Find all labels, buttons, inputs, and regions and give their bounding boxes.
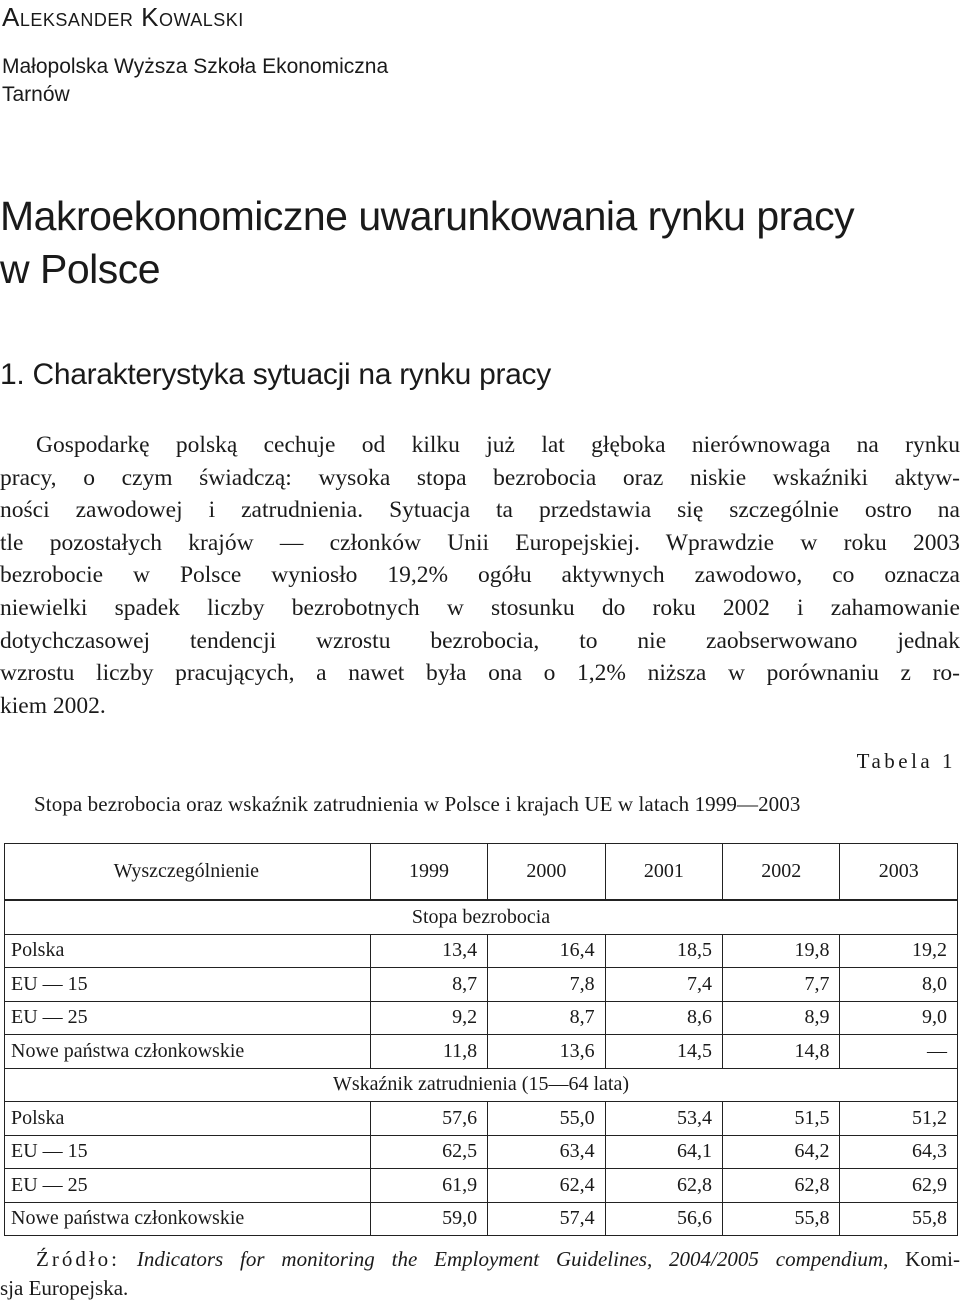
- table-caption: Stopa bezrobocia oraz wskaźnik zatrudnienia w Polsce i krajach UE w latach 1999—2003: [34, 792, 801, 816]
- paragraph-line: wzrostu liczby pracujących, a nawet była ona o 1,2% niższa w porównaniu z ro-: [0, 660, 960, 687]
- table-row: [5, 1102, 958, 1136]
- value-cell: 61,9: [370, 1169, 487, 1203]
- table-row: [5, 968, 958, 1002]
- table-header-row: [5, 844, 958, 901]
- value-cell: 14,5: [605, 1035, 722, 1069]
- value-cell: —: [840, 1035, 958, 1069]
- value-cell: 62,9: [840, 1169, 958, 1203]
- header-cell: 1999: [370, 844, 487, 901]
- source-title: Indicators for monitoring the Employment Guidelines, 2004/2005 compendium: [136, 1247, 884, 1271]
- value-cell: 51,5: [723, 1102, 840, 1136]
- paragraph-line: tle pozostałych krajów — członków Unii Europejskiej. Wprawdzie w roku 2003: [0, 529, 960, 556]
- value-cell: 9,0: [840, 1001, 958, 1035]
- value-cell: 8,9: [723, 1001, 840, 1035]
- value-cell: 51,2: [840, 1102, 958, 1136]
- value-cell: 16,4: [488, 934, 605, 968]
- value-cell: 11,8: [370, 1035, 487, 1069]
- value-cell: 62,5: [370, 1135, 487, 1169]
- value-cell: 8,0: [840, 968, 958, 1002]
- body-paragraph: [0, 429, 960, 722]
- header-cell: 2001: [605, 844, 722, 901]
- table-row: [5, 1035, 958, 1069]
- value-cell: 7,7: [723, 968, 840, 1002]
- table-source-note: [0, 1245, 960, 1303]
- row-label: EU — 15: [5, 1135, 371, 1169]
- value-cell: 62,8: [605, 1169, 722, 1203]
- value-cell: 13,4: [370, 934, 487, 968]
- row-label: Nowe państwa członkowskie: [5, 1035, 371, 1069]
- value-cell: 8,7: [370, 968, 487, 1002]
- paragraph-line: pracy, o czym świadczą: wysoka stopa bezrobocia oraz niskie wskaźniki aktyw-: [0, 464, 960, 491]
- value-cell: 14,8: [723, 1035, 840, 1069]
- title-line: w Polsce: [0, 246, 161, 292]
- source-line: sja Europejska.: [0, 1276, 129, 1300]
- value-cell: 62,8: [723, 1169, 840, 1203]
- table-row: [5, 1169, 958, 1203]
- value-cell: 64,3: [840, 1135, 958, 1169]
- header-cell: 2003: [840, 844, 958, 901]
- header-cell: 2000: [488, 844, 605, 901]
- value-cell: 8,7: [488, 1001, 605, 1035]
- affiliation-institution: Małopolska Wyższa Szkoła Ekonomiczna: [2, 55, 389, 78]
- paragraph-line: kiem 2002.: [0, 692, 106, 719]
- row-label: EU — 15: [5, 968, 371, 1002]
- value-cell: 55,8: [723, 1202, 840, 1236]
- value-cell: 55,0: [488, 1102, 605, 1136]
- table-number: Tabela 1: [856, 749, 956, 773]
- row-label: Polska: [5, 1102, 371, 1136]
- table-section-row: [5, 1068, 958, 1102]
- title-line: Makroekonomiczne uwarunkowania rynku pracy: [0, 193, 855, 239]
- value-cell: 19,2: [840, 934, 958, 968]
- affiliation-city: Tarnów: [2, 83, 70, 106]
- value-cell: 13,6: [488, 1035, 605, 1069]
- value-cell: 7,4: [605, 968, 722, 1002]
- paragraph-line: dotychczasowej tendencji wzrostu bezrobocia, to nie zaobserwowano jednak: [0, 627, 960, 654]
- section-heading: 1. Charakterystyka sytuacji na rynku pracy: [0, 358, 551, 391]
- value-cell: 18,5: [605, 934, 722, 968]
- row-label: EU — 25: [5, 1169, 371, 1203]
- row-label: Polska: [5, 934, 371, 968]
- value-cell: 55,8: [840, 1202, 958, 1236]
- source-tail: , Komi-: [883, 1247, 960, 1271]
- article-title: [0, 190, 960, 296]
- value-cell: 64,1: [605, 1135, 722, 1169]
- value-cell: 8,6: [605, 1001, 722, 1035]
- value-cell: 59,0: [370, 1202, 487, 1236]
- header-cell: Wyszczególnienie: [5, 844, 371, 901]
- table-row: [5, 1202, 958, 1236]
- author-name: Aleksander Kowalski: [2, 2, 244, 32]
- value-cell: 19,8: [723, 934, 840, 968]
- table-row: [5, 1135, 958, 1169]
- value-cell: 62,4: [488, 1169, 605, 1203]
- paragraph-line: ności zawodowej i zatrudnienia. Sytuacja ta przedstawia się szczególnie ostro na: [0, 497, 960, 524]
- value-cell: 9,2: [370, 1001, 487, 1035]
- section-title-cell: Wskaźnik zatrudnienia (15—64 lata): [5, 1068, 958, 1102]
- data-table: [4, 843, 958, 1236]
- value-cell: 53,4: [605, 1102, 722, 1136]
- table-row: [5, 1001, 958, 1035]
- value-cell: 56,6: [605, 1202, 722, 1236]
- value-cell: 64,2: [723, 1135, 840, 1169]
- value-cell: 57,4: [488, 1202, 605, 1236]
- source-lead: Źródło:: [36, 1247, 120, 1271]
- row-label: EU — 25: [5, 1001, 371, 1035]
- header-cell: 2002: [723, 844, 840, 901]
- value-cell: 57,6: [370, 1102, 487, 1136]
- section-title-cell: Stopa bezrobocia: [5, 900, 958, 934]
- value-cell: 63,4: [488, 1135, 605, 1169]
- source-line: [0, 1245, 960, 1274]
- paragraph-line: bezrobocie w Polsce wyniosło 19,2% ogółu aktywnych zawodowo, co oznacza: [0, 562, 960, 589]
- value-cell: 7,8: [488, 968, 605, 1002]
- table-row: [5, 934, 958, 968]
- row-label: Nowe państwa członkowskie: [5, 1202, 371, 1236]
- paragraph-line: Gospodarkę polską cechuje od kilku już lat głęboka nierównowaga na rynku: [36, 432, 960, 458]
- table-section-row: [5, 900, 958, 934]
- paragraph-line: niewielki spadek liczby bezrobotnych w stosunku do roku 2002 i zahamowanie: [0, 594, 960, 621]
